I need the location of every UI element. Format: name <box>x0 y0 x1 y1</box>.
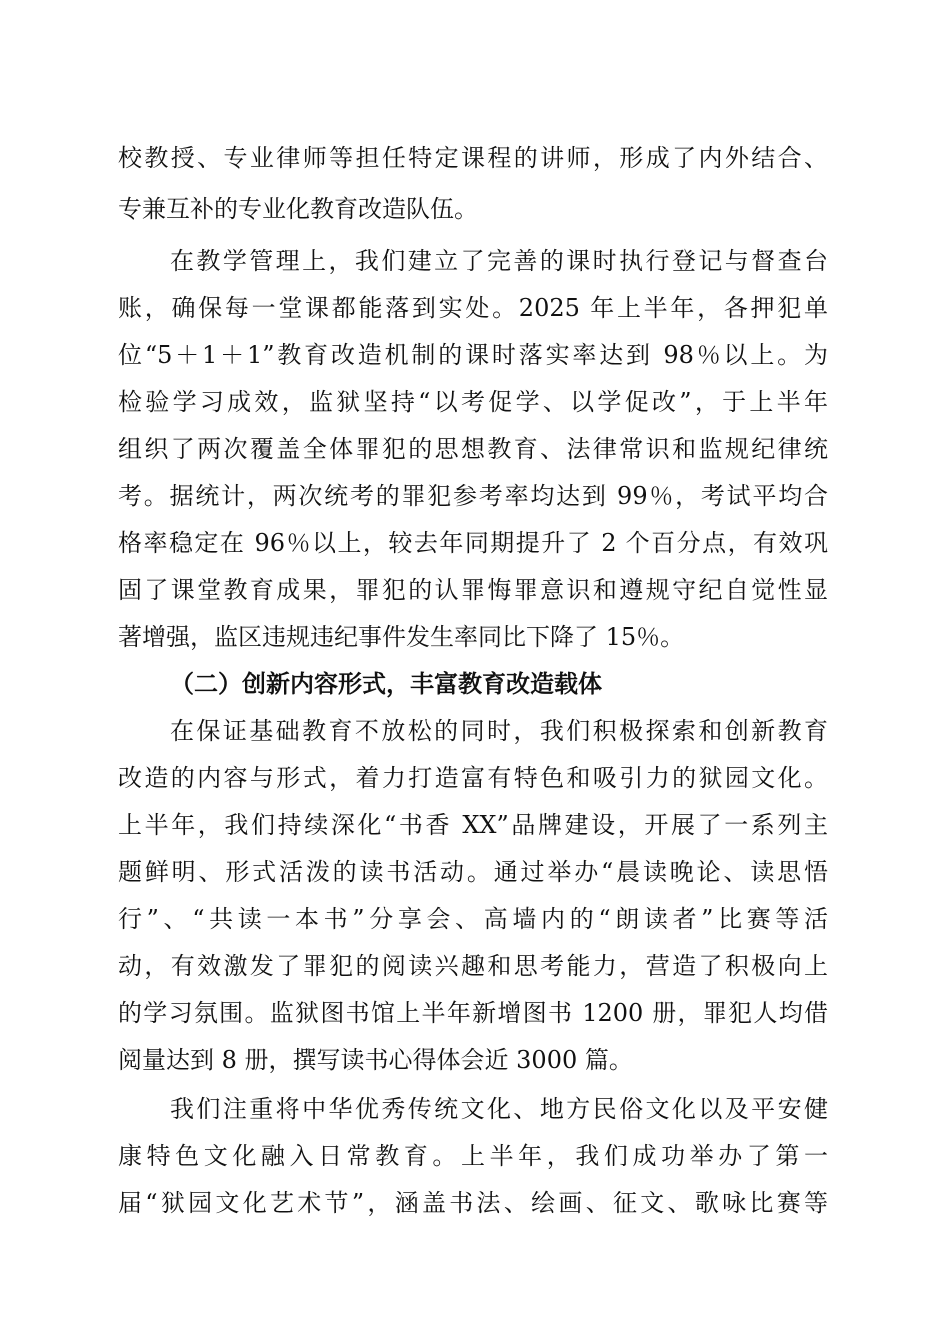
body-text-line: 康特色文化融入日常教育。上半年，我们成功举办了第一 <box>118 1142 828 1170</box>
body-text-line: 组织了两次覆盖全体罪犯的思想教育、法律常识和监规纪律统 <box>118 435 828 463</box>
body-text-line: 位“5＋1＋1”教育改造机制的课时落实率达到 98％以上。为 <box>118 341 828 369</box>
body-text-line: 固了课堂教育成果，罪犯的认罪悔罪意识和遵规守纪自觉性显 <box>118 576 828 604</box>
body-text-line: 上半年，我们持续深化“书香 XX”品牌建设，开展了一系列主 <box>118 811 828 839</box>
body-text-line: 届“狱园文化艺术节”，涵盖书法、绘画、征文、歌咏比赛等 <box>118 1189 828 1217</box>
body-text-line: 账，确保每一堂课都能落到实处。2025 年上半年，各押犯单 <box>118 294 828 322</box>
body-text-line: 格率稳定在 96％以上，较去年同期提升了 2 个百分点，有效巩 <box>118 529 828 557</box>
section-heading: （二）创新内容形式，丰富教育改造载体 <box>170 669 602 698</box>
body-text-line: 在教学管理上，我们建立了完善的课时执行登记与督查台 <box>170 247 828 275</box>
body-text-line: 著增强，监区违规违纪事件发生率同比下降了 15％。 <box>118 623 685 651</box>
body-text-line: 行”、“共读一本书”分享会、高墙内的“朗读者”比赛等活 <box>118 905 828 933</box>
body-text-line: 的学习氛围。监狱图书馆上半年新增图书 1200 册，罪犯人均借 <box>118 999 828 1027</box>
body-text-line: 专兼互补的专业化教育改造队伍。 <box>118 195 478 223</box>
body-text-line: 题鲜明、形式活泼的读书活动。通过举办“晨读晚论、读思悟 <box>118 858 828 886</box>
body-text-line: 校教授、专业律师等担任特定课程的讲师，形成了内外结合、 <box>118 144 828 172</box>
body-text-line: 在保证基础教育不放松的同时，我们积极探索和创新教育 <box>170 717 828 745</box>
body-text-line: 检验学习成效，监狱坚持“以考促学、以学促改”，于上半年 <box>118 388 828 416</box>
body-text-line: 阅量达到 8 册，撰写读书心得体会近 3000 篇。 <box>118 1046 633 1074</box>
body-text-line: 动，有效激发了罪犯的阅读兴趣和思考能力，营造了积极向上 <box>118 952 828 980</box>
body-text-line: 我们注重将中华优秀传统文化、地方民俗文化以及平安健 <box>170 1095 828 1123</box>
body-text-line: 考。据统计，两次统考的罪犯参考率均达到 99％，考试平均合 <box>118 482 828 510</box>
body-text-line: 改造的内容与形式，着力打造富有特色和吸引力的狱园文化。 <box>118 764 828 792</box>
